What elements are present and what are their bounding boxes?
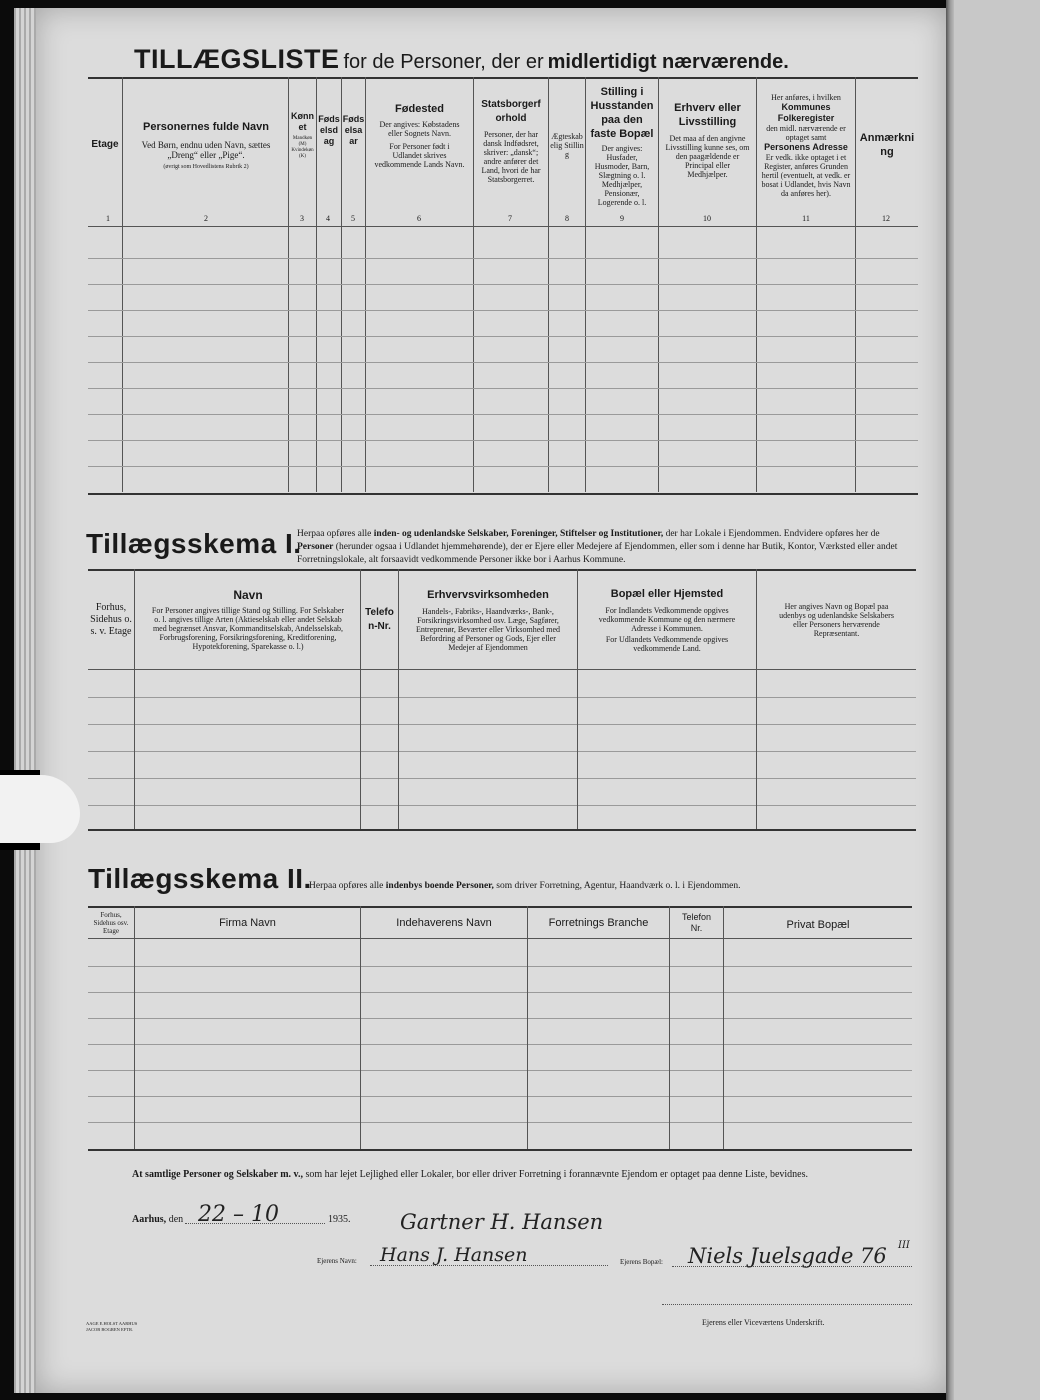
col-anmaerkning bbox=[856, 80, 918, 210]
col-adresse-note: Her anføres, i hvilken bbox=[771, 92, 841, 102]
skema2-bottom bbox=[88, 1149, 912, 1151]
main-row-line bbox=[88, 310, 918, 311]
skema2-col-branche bbox=[528, 908, 669, 938]
col-navn-head: Personernes fulde Navn bbox=[143, 120, 269, 133]
skema2-desc-b: indenbys boende Personer, bbox=[385, 881, 494, 891]
col-erhverv bbox=[659, 80, 756, 200]
skema2-desc1: Herpaa opføres alle bbox=[309, 881, 384, 891]
owner-address-handwritten: Niels Juelsgade 76 bbox=[688, 1244, 887, 1268]
col-statsborger bbox=[474, 80, 548, 202]
skema1-col-bopael-note2: For Udlandets Vedkommende opgives vedkommende Land. bbox=[605, 634, 729, 653]
col-num: 6 bbox=[417, 214, 421, 223]
col-fodselsaar bbox=[342, 80, 365, 180]
col-stilling bbox=[586, 80, 658, 212]
skema2-col-branche-text: Forretnings Branche bbox=[548, 917, 649, 929]
skema2-description bbox=[309, 881, 909, 891]
col-anmaerkning-head: Anmærkning bbox=[859, 132, 915, 158]
certification-bold: At samtlige Personer og Selskaber m. v., bbox=[132, 1169, 304, 1180]
skema1-desc-b2: Personer bbox=[297, 542, 334, 552]
col-num: 12 bbox=[882, 214, 890, 223]
col-fodested-head: Fødested bbox=[395, 102, 444, 115]
skema1-col-navn-note: For Personer angives tillige Stand og Stilling. For Selskaber o. l. angives tillige Arten (Aktieselskab eller andet Selskab med begrænset Ansvar, Kommanditselskab, Andelsselskab, Forbrugsforening, Forsikringsforening, Kreditforening, Hypotekforening, Sparekasse o. l.) bbox=[151, 606, 345, 651]
col-konnet-note: Mandkøn (M) Kvindekøn (K) bbox=[291, 135, 314, 159]
main-row-line bbox=[88, 336, 918, 337]
col-adresse bbox=[757, 80, 855, 210]
skema2-title: Tillægsskema II. bbox=[88, 863, 312, 894]
book-spine bbox=[946, 0, 954, 1400]
col-adresse-note3: Er vedk. ikke optaget i et Register, anføres Grunden hertil (eventuelt, at vedk. er bosat i Udlandet, hvis Navn da anføres her). bbox=[761, 152, 851, 198]
skema2-col-indehaver bbox=[361, 908, 527, 938]
skema1-desc1: Herpaa opføres alle bbox=[297, 529, 372, 539]
skema2-col-firma-text: Firma Navn bbox=[219, 917, 276, 929]
skema2-col-telefon bbox=[670, 908, 723, 938]
skema2-row-line bbox=[88, 992, 912, 993]
col-konnet-head: Kønnet bbox=[291, 110, 314, 132]
col-num: 3 bbox=[300, 214, 304, 223]
main-row-line bbox=[88, 440, 918, 441]
skema1-col-telefon-text: Telefon-Nr. bbox=[365, 606, 394, 632]
skema2-row-line bbox=[88, 966, 912, 967]
col-adresse-note2: den midl. nærværende er optaget samt bbox=[766, 123, 846, 142]
col-konnet bbox=[289, 80, 316, 190]
col-fodested-note2: For Personer født i Udlandet skrives vedkommende Lands Navn. bbox=[374, 141, 465, 169]
underskrift-label: Ejerens eller Viceværtens Underskrift. bbox=[702, 1318, 825, 1327]
col-adresse-head: Personens Adresse bbox=[764, 141, 848, 152]
certification-rest: som har lejet Lejlighed eller Lokaler, bor eller driver Forretning i forannævnte Ejendom er optaget paa denne Liste, bevidnes. bbox=[305, 1169, 808, 1180]
main-row-line bbox=[88, 388, 918, 389]
skema1-col-navn bbox=[136, 572, 360, 667]
col-etage-head: Etage bbox=[91, 139, 119, 150]
main-title-rest: for de Personer, der er bbox=[343, 51, 544, 73]
owner-address-floor: III bbox=[898, 1240, 910, 1251]
skema1-title: Tillægsskema I. bbox=[86, 528, 302, 559]
main-row-line bbox=[88, 258, 918, 259]
main-table-bottom bbox=[88, 493, 918, 495]
skema1-head-bottom bbox=[88, 669, 916, 670]
main-row-line bbox=[88, 414, 918, 415]
signature-gardener: Gartner H. Hansen bbox=[400, 1210, 604, 1234]
main-title-bold: TILLÆGSLISTE bbox=[134, 44, 340, 74]
skema2-col-telefon-text: Telefon Nr. bbox=[681, 912, 712, 933]
col-adresse-note-b: Kommunes Folkeregister bbox=[777, 101, 835, 123]
skema2-col-bopael bbox=[724, 908, 912, 942]
col-num: 9 bbox=[620, 214, 624, 223]
skema2-col-line bbox=[669, 906, 670, 1149]
main-row-line bbox=[88, 466, 918, 467]
col-num: 5 bbox=[351, 214, 355, 223]
col-num: 2 bbox=[204, 214, 208, 223]
skema1-desc4: (herunder ogsaa i Udlandet hjemmehørende), der er Ejere eller Medejere af Ejendommen, eller som i denne har Butik, Kontor, Værksted eller andet Forretningslokale, alt forsaavidt vedkommende Personer ikke bor i Aarhus Kommune. bbox=[297, 542, 898, 565]
col-fodested bbox=[366, 80, 473, 190]
printer-imprint: AAGE E.HOLST AARHUS JACOB BOGREN EFTR. bbox=[86, 1321, 138, 1332]
skema1-col-repraesentant-text: Her angives Navn og Bopæl paa udenbys og udenlandske Selskabers eller Personers herværende Repræsentant. bbox=[779, 601, 894, 638]
certification-text bbox=[132, 1168, 912, 1181]
col-erhverv-head: Erhverv eller Livsstilling bbox=[674, 102, 741, 128]
main-title-bold2: midlertidigt nærværende. bbox=[547, 51, 789, 73]
year-label: 1935. bbox=[328, 1214, 351, 1225]
skema1-col-bopael bbox=[578, 572, 756, 667]
col-navn-note: Ved Børn, endnu uden Navn, sættes „Dreng“ eller „Pige“. bbox=[141, 139, 271, 160]
skema1-col-line bbox=[134, 569, 135, 829]
skema1-top bbox=[88, 569, 916, 571]
col-navn bbox=[124, 80, 288, 210]
col-fodselsdag-head: Fødselsdag bbox=[318, 113, 340, 146]
col-aegteskab bbox=[549, 80, 585, 210]
main-row-line bbox=[88, 362, 918, 363]
main-title bbox=[134, 44, 894, 75]
skema2-row-line bbox=[88, 1122, 912, 1123]
skema1-col-etage-text: Forhus, Sidehus o. s. v. Etage bbox=[90, 601, 132, 637]
skema2-col-line bbox=[360, 906, 361, 1149]
skema1-col-bopael-head: Bopæl eller Hjemsted bbox=[610, 587, 724, 600]
skema2-col-line bbox=[723, 906, 724, 1149]
skema1-row-line bbox=[88, 778, 916, 779]
owner-address-label: Ejerens Bopæl: bbox=[620, 1258, 663, 1266]
date-line bbox=[132, 1214, 183, 1225]
col-num: 1 bbox=[106, 214, 110, 223]
skema1-row-line bbox=[88, 697, 916, 698]
col-stilling-note: Der angives: Husfader, Husmoder, Barn, Slægtning o. l. Medhjælper, Pensionær, Logerende o. l. bbox=[594, 144, 650, 207]
thumb bbox=[0, 775, 80, 843]
col-num: 7 bbox=[508, 214, 512, 223]
skema1-row-line bbox=[88, 805, 916, 806]
page-edge-stack bbox=[14, 8, 38, 1393]
skema2-row-line bbox=[88, 1096, 912, 1097]
skema1-col-erhverv bbox=[399, 572, 577, 667]
col-num: 11 bbox=[802, 214, 810, 223]
den-label: den bbox=[168, 1214, 184, 1225]
skema1-col-repraesentant bbox=[757, 572, 916, 667]
skema1-col-navn-head: Navn bbox=[233, 588, 263, 602]
col-num: 10 bbox=[703, 214, 711, 223]
skema1-bottom bbox=[88, 829, 916, 831]
col-fodselsaar-head: Fødselsaar bbox=[342, 113, 365, 146]
col-num: 8 bbox=[565, 214, 569, 223]
skema1-col-erhverv-note: Handels-, Fabriks-, Haandværks-, Bank-, Forsikringsvirksomhed osv. Læge, Sagfører, Entreprenør, Beværter eller Virksomhed med Befordring af Personer og Gods, Ejer eller Medejer af Ejendommen bbox=[415, 606, 561, 652]
skema2-col-etage-text: Forhus, Sidehus osv. Etage bbox=[93, 911, 129, 935]
skema2-desc2: som driver Forretning, Agentur, Haandværk o. l. i Ejendommen. bbox=[496, 881, 741, 891]
next-page bbox=[946, 0, 1040, 1400]
skema1-desc-b1: inden- og udenlandske Selskaber, Foreninger, Stiftelser og Institutioner, bbox=[373, 529, 664, 539]
skema1-description bbox=[297, 528, 915, 567]
col-stilling-head: Stilling i Husstanden paa den faste Bopæl bbox=[590, 86, 654, 140]
col-navn-note2: (øvrigt som Hovedlistens Rubrik 2) bbox=[163, 163, 249, 170]
skema2-col-indehaver-text: Indehaverens Navn bbox=[396, 917, 492, 929]
main-row-line bbox=[88, 284, 918, 285]
skema1-col-bopael-note: For Indlandets Vedkommende opgives vedkommende Kommune og den nærmere Adresse i Kommunen. bbox=[598, 605, 736, 633]
skema1-row-line bbox=[88, 751, 916, 752]
skema1-col-erhverv-head: Erhvervsvirksomheden bbox=[427, 588, 549, 601]
col-num: 4 bbox=[326, 214, 330, 223]
skema1-desc2: der har Lokale i Ejendommen. bbox=[665, 529, 782, 539]
skema2-col-firma bbox=[135, 908, 360, 938]
col-aegteskab-note: Ægteskabelig Stilling bbox=[550, 131, 584, 159]
owner-name-label: Ejerens Navn: bbox=[317, 1257, 357, 1265]
col-statsborger-note: Personer, der har dansk Indfødsret, skriver: „dansk“; andre anfører det Land, hvori de har Statsborgerret. bbox=[481, 130, 541, 184]
col-fodselsdag bbox=[317, 80, 341, 180]
skema2-col-line bbox=[134, 906, 135, 1149]
skema1-col-etage bbox=[88, 572, 134, 667]
skema2-col-bopael-text: Privat Bopæl bbox=[786, 919, 850, 931]
col-etage bbox=[88, 80, 122, 210]
main-table-head-bottom bbox=[88, 226, 918, 227]
main-table-top bbox=[88, 77, 918, 79]
owner-name-handwritten: Hans J. Hansen bbox=[380, 1244, 528, 1266]
skema2-row-line bbox=[88, 1070, 912, 1071]
col-erhverv-note: Det maa af den angivne Livsstilling kunne ses, om den paagældende er Principal eller Medhjælper. bbox=[665, 134, 750, 179]
skema1-row-line bbox=[88, 724, 916, 725]
skema2-row-line bbox=[88, 1044, 912, 1045]
skema1-desc3: Endvidere opføres her de bbox=[783, 529, 880, 539]
col-statsborger-head: Statsborgerforhold bbox=[481, 99, 541, 124]
date-handwritten: 22 – 10 bbox=[198, 1202, 279, 1227]
skema2-col-line bbox=[527, 906, 528, 1149]
skema1-col-telefon bbox=[361, 572, 398, 667]
skema2-col-etage bbox=[88, 908, 134, 938]
skema2-row-line bbox=[88, 1018, 912, 1019]
col-fodested-note: Der angives: Købstadens eller Sognets Navn. bbox=[379, 119, 460, 138]
underskrift-dotted-line bbox=[662, 1304, 912, 1306]
city-label: Aarhus, bbox=[132, 1214, 167, 1225]
